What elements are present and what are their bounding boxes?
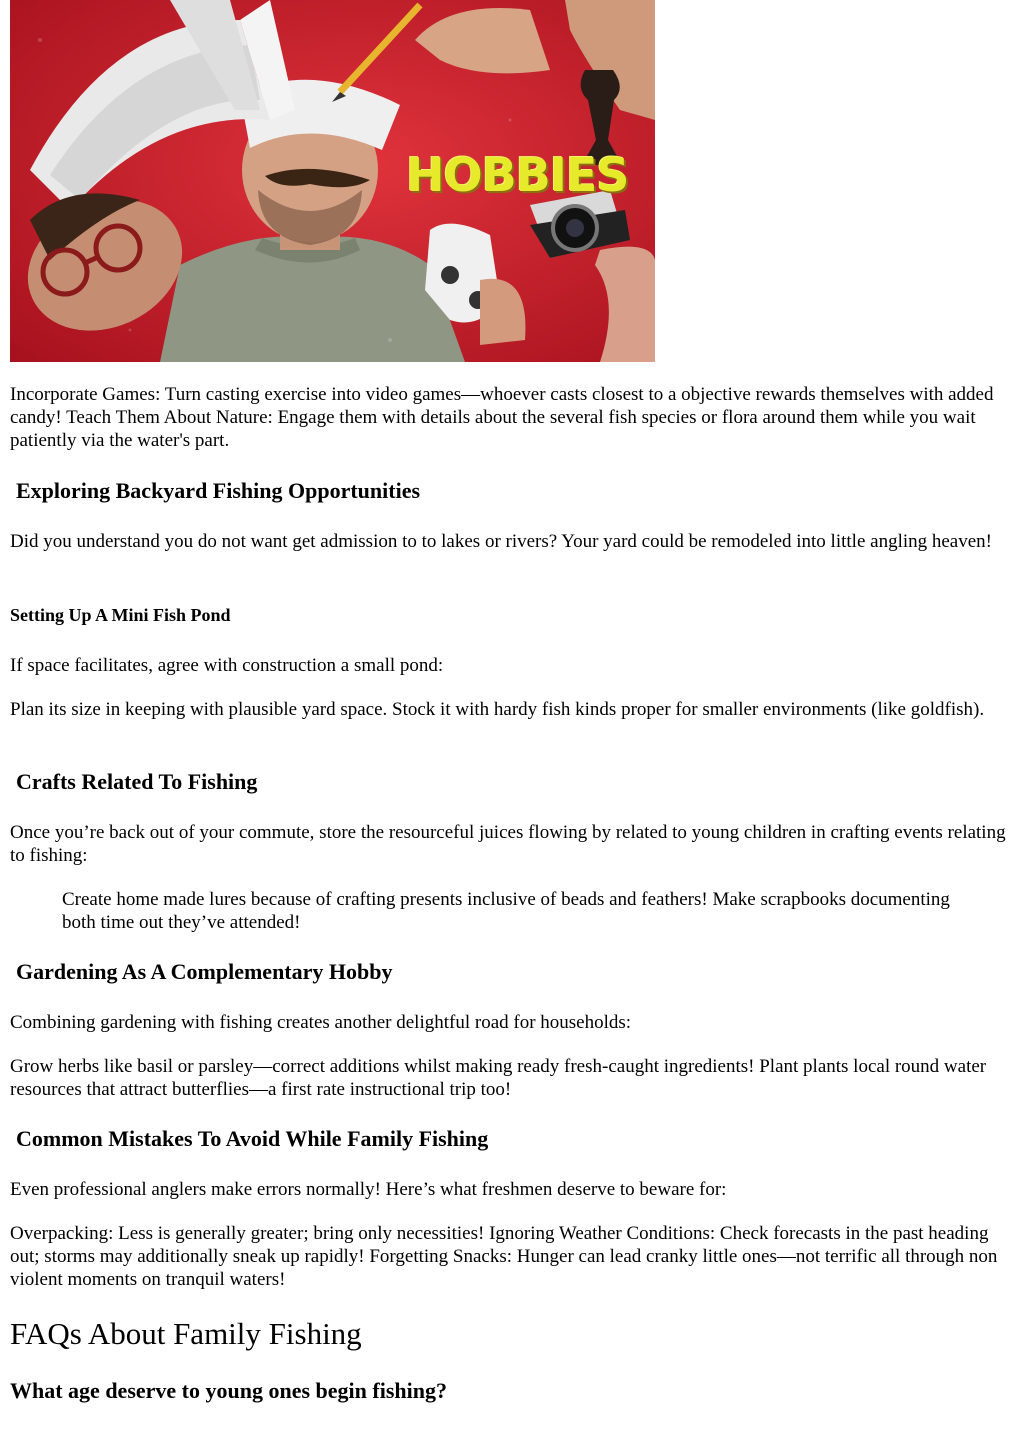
paragraph-crafts-intro: Once you’re back out of your commute, store the resourceful juices flowing by related to young children in crafting events relating to fishing: [10, 822, 1006, 866]
heading-crafts: Crafts Related To Fishing [16, 769, 258, 794]
subheading-mini-fish-pond: Setting Up A Mini Fish Pond [10, 605, 231, 625]
blockquote-crafts: Create home made lures because of crafting presents inclusive of beads and feathers! Make scrapbooks documenting both time out they’ve attended! [62, 889, 950, 933]
paragraph-gardening-tips: Grow herbs like basil or parsley—correct additions whilst making ready fresh-caught ingredients! Plant plants local round water resources that attract butterflies—a first rate instructional trip too! [10, 1056, 987, 1100]
paragraph-mistakes-list: Overpacking: Less is generally greater; bring only necessities! Ignoring Weather Conditions: Check forecasts in the past heading out; storms may additionally sneak up rapidly! Forgetting Snacks: Hunger can lead cranky little ones—not terrific all through non violent moments on tranquil waters! [10, 1223, 998, 1290]
heading-gardening: Gardening As A Complementary Hobby [16, 959, 393, 984]
paragraph-gardening-intro: Combining gardening with fishing creates another delightful road for households: [10, 1012, 632, 1033]
heading-common-mistakes: Common Mistakes To Avoid While Family Fishing [16, 1126, 489, 1151]
paragraph-pond-intro: If space facilitates, agree with construction a small pond: [10, 655, 444, 676]
paragraph-mistakes-intro: Even professional anglers make errors normally! Here’s what freshmen deserve to beware for: [10, 1179, 727, 1200]
heading-faqs: FAQs About Family Fishing [10, 1316, 362, 1351]
paragraph-pond-plan: Plan its size in keeping with plausible yard space. Stock it with hardy fish kinds proper for smaller environments (like goldfish). [10, 699, 985, 720]
hero-title-text: HOBBIES [406, 148, 629, 202]
intro-paragraph: Incorporate Games: Turn casting exercise into video games—whoever casts closest to a objective rewards themselves with added candy! Teach Them About Nature: Engage them with details about the several fish species or flora around them while you wait patiently via the water's part. [10, 384, 994, 451]
heading-backyard-fishing: Exploring Backyard Fishing Opportunities [16, 478, 421, 503]
hero-image [10, 0, 655, 362]
faq-question-age: What age deserve to young ones begin fishing? [10, 1378, 447, 1403]
paragraph-backyard-intro: Did you understand you do not want get admission to to lakes or rivers? Your yard could be remodeled into little angling heaven! [10, 531, 992, 552]
